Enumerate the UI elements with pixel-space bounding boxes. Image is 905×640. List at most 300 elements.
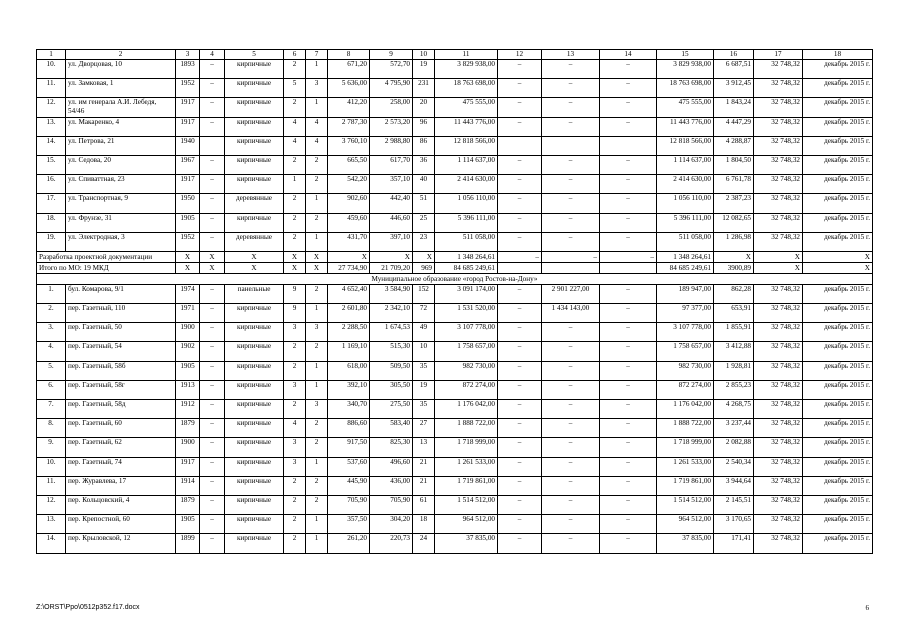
table-cell: 1971 [176,304,200,323]
table-cell: декабрь 2015 г. [803,60,873,79]
column-number: 11 [435,50,498,60]
table-cell: 32 748,32 [754,98,803,117]
table-cell: кирпичные [225,419,284,438]
table-cell: 2 573,20 [370,117,413,136]
table-cell: декабрь 2015 г. [803,515,873,534]
table-cell: кирпичные [225,136,284,155]
table-cell: 1917 [176,457,200,476]
table-cell: 2 [284,361,306,380]
table-cell: декабрь 2015 г. [803,284,873,303]
table-cell: кирпичные [225,175,284,194]
table-cell: – [542,60,600,79]
table-cell: – [498,60,542,79]
table-cell: 32 748,32 [754,342,803,361]
table-cell: – [200,515,225,534]
table-cell: 872 274,00 [657,380,714,399]
table-cell: X [225,262,284,273]
table-cell: 9. [37,438,66,457]
table-cell: декабрь 2015 г. [803,534,873,553]
design-docs-row [37,251,873,262]
table-cell: X [176,262,200,273]
table-cell: – [200,304,225,323]
table-cell: 671,20 [328,60,370,79]
table-cell: – [498,323,542,342]
table-row [37,534,873,553]
table-cell: 5. [37,361,66,380]
table-cell: 14. [37,534,66,553]
table-cell: декабрь 2015 г. [803,117,873,136]
table-cell: пер. Газетный, 58д [66,400,176,419]
table-cell: 1 514 512,00 [657,495,714,514]
table-cell: кирпичные [225,438,284,457]
table-cell: 1 348 264,61 [435,251,498,262]
table-cell: 340,70 [328,400,370,419]
table-cell: 572,70 [370,60,413,79]
table-row [37,476,873,495]
table-cell: X [284,262,306,273]
table-cell: 2 901 227,00 [542,284,600,303]
table-cell: – [542,117,600,136]
table-cell: 1 [306,361,328,380]
table-cell: 1914 [176,476,200,495]
table-cell: 2 342,10 [370,304,413,323]
table-cell: кирпичные [225,495,284,514]
table-cell: 1 176 042,00 [435,400,498,419]
table-cell: кирпичные [225,79,284,98]
table-row [37,515,873,534]
table-cell: ул. Седова, 20 [66,155,176,174]
table-cell: – [600,251,657,262]
table-cell: декабрь 2015 г. [803,400,873,419]
table-cell: 2 [306,476,328,495]
table-cell: кирпичные [225,213,284,232]
table-cell: 24 [413,534,435,553]
table-cell: декабрь 2015 г. [803,304,873,323]
table-cell: – [200,323,225,342]
table-cell: 19 [413,60,435,79]
table-cell: – [600,284,657,303]
table-cell: – [600,361,657,380]
table-cell: 1 [306,515,328,534]
table-cell: 431,70 [328,232,370,251]
table-cell [498,262,542,273]
table-cell: 1 674,53 [370,323,413,342]
table-cell [542,136,600,155]
table-cell: – [498,515,542,534]
table-cell: 4 288,87 [714,136,754,155]
table-cell: декабрь 2015 г. [803,98,873,117]
table-cell: – [542,232,600,251]
table-cell: 20 [413,98,435,117]
table-cell: X [370,251,413,262]
table-cell: 436,00 [370,476,413,495]
table-cell: 4 268,75 [714,400,754,419]
table-cell: 25 [413,213,435,232]
column-number: 12 [498,50,542,60]
table-cell: ул. Петрова, 21 [66,136,176,155]
table-cell: 1 114 637,00 [657,155,714,174]
table-cell: 705,90 [328,495,370,514]
table-cell: – [600,419,657,438]
table-cell: 2 [284,155,306,174]
table-cell: – [542,400,600,419]
table-cell: 275,50 [370,400,413,419]
table-cell: 32 748,32 [754,534,803,553]
table-cell: 11 443 776,00 [435,117,498,136]
table-cell: 5 396 111,00 [657,213,714,232]
table-cell [498,136,542,155]
page-number: 6 [865,604,869,612]
table-cell: – [600,515,657,534]
table-cell: – [600,342,657,361]
table-cell: 1950 [176,194,200,213]
table-cell: – [498,304,542,323]
table-cell: декабрь 2015 г. [803,380,873,399]
table-cell: 1 843,24 [714,98,754,117]
table-cell: пер. Газетный, 62 [66,438,176,457]
table-cell: ул. Электродная, 3 [66,232,176,251]
table-cell: 2 988,80 [370,136,413,155]
table-cell: 171,41 [714,534,754,553]
table-cell: 17. [37,194,66,213]
table-cell: 97 377,00 [657,304,714,323]
table-cell: – [600,79,657,98]
table-cell: 32 748,32 [754,495,803,514]
table-cell: 475 555,00 [657,98,714,117]
table-cell: деревянные [225,194,284,213]
table-cell: кирпичные [225,323,284,342]
table-cell: пер. Газетный, 58б [66,361,176,380]
table-cell: пер. Газетный, 54 [66,342,176,361]
table-row [37,79,873,98]
table-cell: 3 237,44 [714,419,754,438]
table-cell: X [803,251,873,262]
table-cell: – [542,98,600,117]
table-cell: 1893 [176,60,200,79]
table-cell: X [200,251,225,262]
table-cell: – [498,155,542,174]
table-cell: пер. Журавлева, 17 [66,476,176,495]
table-cell: – [200,232,225,251]
table-cell: 3 912,45 [714,79,754,98]
table-cell: 1 [306,457,328,476]
table-cell: 1 531 520,00 [435,304,498,323]
table-cell: 32 748,32 [754,117,803,136]
table-cell: – [200,342,225,361]
table-cell: 1900 [176,323,200,342]
table-cell: 36 [413,155,435,174]
table-cell: – [498,419,542,438]
table-cell: 2 [306,419,328,438]
table-cell: X [225,251,284,262]
table-row [37,323,873,342]
table-cell [600,136,657,155]
table-cell: 2. [37,304,66,323]
table-cell: 1 056 110,00 [435,194,498,213]
table-cell: 1917 [176,117,200,136]
table-cell: – [200,194,225,213]
table-cell: – [200,438,225,457]
table-cell: 1 [306,380,328,399]
header-row [37,50,873,60]
table-cell: 32 748,32 [754,361,803,380]
column-number: 6 [284,50,306,60]
table-row [37,284,873,303]
table-cell: 23 [413,232,435,251]
table-cell: 1 758 657,00 [657,342,714,361]
table-cell: 618,00 [328,361,370,380]
column-number: 5 [225,50,284,60]
table-cell [542,262,600,273]
table-cell: 1879 [176,419,200,438]
table-cell: – [600,476,657,495]
table-cell: – [542,457,600,476]
table-cell: 4 795,90 [370,79,413,98]
table-cell: 1 [306,60,328,79]
table-cell: пер. Газетный, 50 [66,323,176,342]
table-cell: 32 748,32 [754,232,803,251]
table-cell: 2 [284,232,306,251]
table-cell: 446,60 [370,213,413,232]
table-cell: ул. Макаренко, 4 [66,117,176,136]
table-cell: – [600,213,657,232]
column-number: 3 [176,50,200,60]
table-cell: 1902 [176,342,200,361]
table-cell: 982 730,00 [657,361,714,380]
table-cell: декабрь 2015 г. [803,175,873,194]
table-cell: ул. Спиваттная, 23 [66,175,176,194]
table-cell: 1952 [176,79,200,98]
table-cell: – [542,213,600,232]
table-cell: 1917 [176,175,200,194]
table-cell: декабрь 2015 г. [803,323,873,342]
table-row [37,155,873,174]
table-cell: 5 [284,79,306,98]
table-cell: – [498,213,542,232]
table-cell: 14. [37,136,66,155]
table-cell: 1 [306,534,328,553]
table-row [37,213,873,232]
table-cell: 1905 [176,515,200,534]
table-cell: пер. Газетный, 110 [66,304,176,323]
section-row [37,273,873,284]
table-cell: – [600,60,657,79]
table-cell: 2 [284,342,306,361]
table-cell: 1 114 637,00 [435,155,498,174]
table-cell: 3 944,64 [714,476,754,495]
table-cell: – [200,175,225,194]
table-cell: кирпичные [225,342,284,361]
table-cell: – [498,251,542,262]
table-cell: – [200,380,225,399]
table-cell: – [498,380,542,399]
table-cell: – [542,194,600,213]
table-cell: 511 058,00 [657,232,714,251]
table-cell: – [542,419,600,438]
table-cell: кирпичные [225,98,284,117]
table-cell: 886,60 [328,419,370,438]
table-cell: 86 [413,136,435,155]
table-cell: 32 748,32 [754,60,803,79]
table-cell: 51 [413,194,435,213]
table-cell: 2 145,51 [714,495,754,514]
table-cell: 2 [306,213,328,232]
table-cell: декабрь 2015 г. [803,457,873,476]
table-cell: 1 719 861,00 [435,476,498,495]
table-row [37,117,873,136]
table-cell: декабрь 2015 г. [803,495,873,514]
table-cell: кирпичные [225,60,284,79]
column-number: 7 [306,50,328,60]
table-cell: – [600,534,657,553]
table-cell: 10. [37,60,66,79]
table-cell: – [200,476,225,495]
table-cell: 1905 [176,361,200,380]
table-cell: – [498,117,542,136]
table-cell: 18 [413,515,435,534]
table-cell: 13. [37,515,66,534]
table-cell: декабрь 2015 г. [803,136,873,155]
table-cell: пер. Газетный, 60 [66,419,176,438]
table-cell: 72 [413,304,435,323]
table-cell: 12. [37,495,66,514]
row-label: Итого по МО: 19 МКД [37,262,176,273]
table-cell: 1 718 999,00 [435,438,498,457]
table-cell: 32 748,32 [754,213,803,232]
table-row [37,495,873,514]
table-cell [600,262,657,273]
register-table [36,49,873,554]
table-cell: 2 [306,495,328,514]
table-cell: пер. Крепостной, 60 [66,515,176,534]
table-cell: 5 636,00 [328,79,370,98]
table-cell: 617,70 [370,155,413,174]
table-cell: 258,00 [370,98,413,117]
table-cell: 1 514 512,00 [435,495,498,514]
table-cell: 515,30 [370,342,413,361]
table-cell: X [803,262,873,273]
table-cell: 4 [284,136,306,155]
table-cell: – [498,534,542,553]
table-cell: 8. [37,419,66,438]
table-cell: кирпичные [225,380,284,399]
table-cell: 4 [306,136,328,155]
table-cell: – [498,342,542,361]
table-cell: 1 261 533,00 [435,457,498,476]
table-row [37,419,873,438]
table-cell: декабрь 2015 г. [803,194,873,213]
table-cell: 2 [284,213,306,232]
table-cell: 4 [284,117,306,136]
table-cell: 982 730,00 [435,361,498,380]
table-cell: 459,60 [328,213,370,232]
table-cell: 1 [306,304,328,323]
table-row [37,400,873,419]
row-label: Разработка проектной документации [37,251,176,262]
table-cell: – [542,79,600,98]
table-cell: 10 [413,342,435,361]
table-cell: пер. Кольцовский, 4 [66,495,176,514]
table-row [37,380,873,399]
table-cell: 3 [306,400,328,419]
column-number: 16 [714,50,754,60]
table-cell: – [498,400,542,419]
table-cell: 3 584,90 [370,284,413,303]
table-cell: 2 414 630,00 [657,175,714,194]
table-cell: 2 [306,342,328,361]
table-cell: 19 [413,380,435,399]
table-cell: X [306,262,328,273]
table-cell: 32 748,32 [754,194,803,213]
table-cell: 1967 [176,155,200,174]
table-cell: 32 748,32 [754,136,803,155]
table-cell: 3 [284,457,306,476]
table-cell: – [600,438,657,457]
table-cell: 9 [284,304,306,323]
table-cell: 12. [37,98,66,117]
table-cell: 3900,89 [714,262,754,273]
table-cell: 32 748,32 [754,304,803,323]
table-cell: 1 804,50 [714,155,754,174]
table-row [37,136,873,155]
table-cell: 2 [306,284,328,303]
table-cell: 445,90 [328,476,370,495]
table-cell: 37 835,00 [657,534,714,553]
table-row [37,304,873,323]
total-row [37,262,873,273]
table-cell: 6 687,51 [714,60,754,79]
table-cell: 1974 [176,284,200,303]
table-cell: 12 818 566,00 [657,136,714,155]
table-cell: 3 091 174,00 [435,284,498,303]
table-cell: 2 [284,476,306,495]
table-cell: деревянные [225,232,284,251]
table-cell: 442,40 [370,194,413,213]
table-cell: 412,20 [328,98,370,117]
table-cell: 18 763 698,00 [657,79,714,98]
table-cell: 305,50 [370,380,413,399]
table-cell: 4. [37,342,66,361]
table-cell: – [200,213,225,232]
table-cell: – [600,155,657,174]
table-cell: ул. Замковая, 1 [66,79,176,98]
table-cell: ул. им генерала А.И. Лебедя, 54/46 [66,98,176,117]
table-cell: кирпичные [225,400,284,419]
table-cell: 11. [37,476,66,495]
table-cell: – [200,98,225,117]
table-cell: 18 763 698,00 [435,79,498,98]
table-cell: 2 [284,60,306,79]
table-cell: 665,50 [328,155,370,174]
table-row [37,232,873,251]
table-row [37,361,873,380]
table-cell: 1 [306,194,328,213]
table-cell: 32 748,32 [754,284,803,303]
table-cell: – [200,361,225,380]
table-cell: декабрь 2015 г. [803,419,873,438]
table-cell: 2 787,30 [328,117,370,136]
table-cell: кирпичные [225,476,284,495]
table-cell: – [498,476,542,495]
table-cell: X [754,262,803,273]
table-cell: 84 685 249,61 [435,262,498,273]
table-cell: ул. Транспортная, 9 [66,194,176,213]
table-cell: 511 058,00 [435,232,498,251]
table-cell: 2 414 630,00 [435,175,498,194]
table-cell: – [542,175,600,194]
table-cell: 1 888 722,00 [657,419,714,438]
table-cell: 261,20 [328,534,370,553]
